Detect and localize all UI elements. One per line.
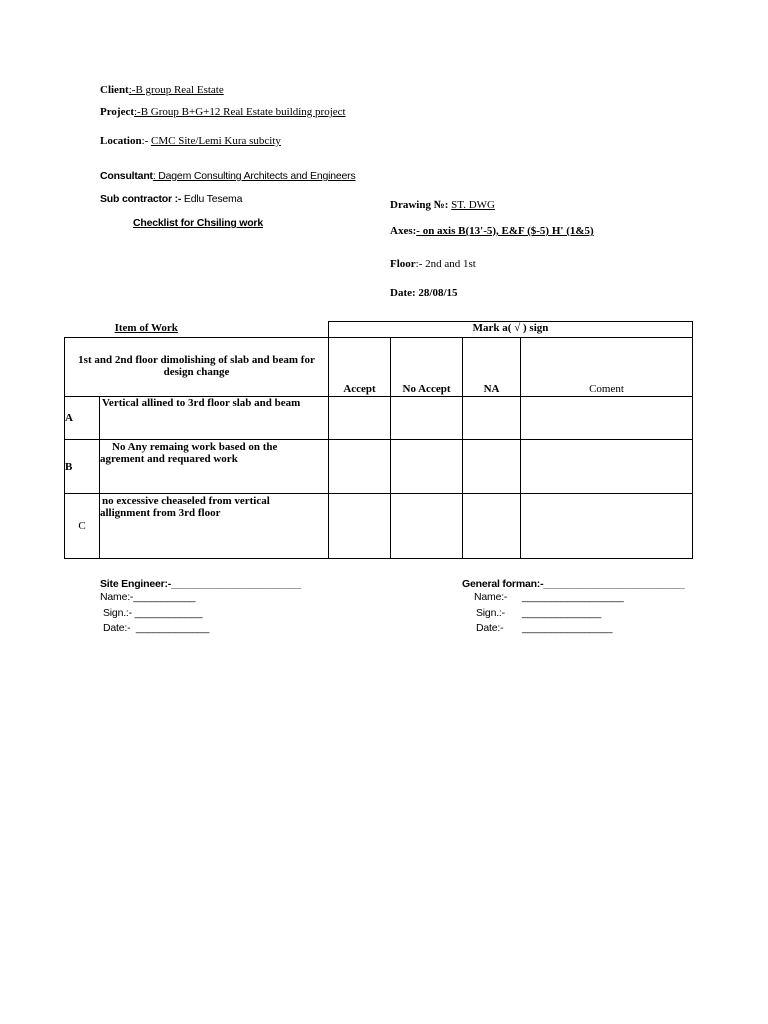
axes-label: Axes: (390, 225, 417, 237)
site-date-label: Date:- (103, 622, 131, 634)
row-a-no-accept-cell[interactable] (391, 397, 463, 440)
row-b-na-cell[interactable] (463, 440, 521, 494)
drawing-value: ST. DWG (451, 199, 495, 211)
client-line (100, 84, 224, 96)
subcontractor-line (100, 189, 242, 207)
row-text-c-line1: no excessive cheaseled from vertical (102, 495, 270, 507)
location-label: Location (100, 135, 142, 147)
row-letter-b: B (65, 440, 100, 494)
location-sep: :- (141, 135, 152, 147)
row-b-accept-cell[interactable] (329, 440, 391, 494)
row-text-a-line1: Vertical allined to 3rd floor slab and beam (102, 397, 301, 409)
floor-value: :- 2nd and 1st (415, 258, 476, 270)
client-label: Client (100, 84, 129, 96)
col-no-accept: No Accept (391, 338, 463, 397)
floor-line (390, 258, 476, 270)
table-row (65, 494, 693, 559)
site-engineer-line (100, 574, 301, 592)
col-accept: Accept (329, 338, 391, 397)
site-sign-line (103, 607, 202, 619)
row-text-b-line2: agrement and requared work (100, 453, 238, 465)
row-c-comment-cell[interactable] (521, 494, 693, 559)
site-name-line (100, 591, 195, 603)
row-letter-c: C (65, 494, 100, 559)
col-na: NA (463, 338, 521, 397)
gf-name-line (474, 591, 507, 603)
subcontractor-label: Sub contractor :- (100, 193, 184, 205)
gf-date-label: Date:- (476, 622, 504, 634)
gf-name-label: Name:- (474, 591, 508, 603)
consultant-value: : Dagem Consulting Architects and Engineers (152, 170, 356, 182)
description-cell (65, 338, 329, 397)
site-date-line (103, 622, 209, 634)
floor-label: Floor (390, 258, 416, 270)
row-a-comment-cell[interactable] (521, 397, 693, 440)
gf-date-line (476, 622, 503, 634)
col-comment: Coment (521, 338, 693, 397)
row-a-na-cell[interactable] (463, 397, 521, 440)
site-engineer-label: Site Engineer:- (100, 578, 172, 590)
row-text-c (100, 494, 329, 559)
table-subheader-row (65, 338, 693, 397)
site-sign-label: Sign.:- (103, 607, 132, 619)
project-value: :-B Group B+G+12 Real Estate building project (134, 106, 346, 118)
general-forman-label: General forman:- (462, 578, 544, 590)
drawing-line (390, 199, 495, 211)
item-of-work-cell (65, 322, 329, 338)
project-line (100, 106, 346, 118)
site-engineer-underline: _______________________ (171, 578, 301, 590)
table-row (65, 397, 693, 440)
gf-sign-label: Sign.:- (476, 607, 505, 619)
client-value: :-B group Real Estate (128, 84, 224, 96)
item-of-work-header: Item of Work (114, 321, 178, 334)
description-line1: 1st and 2nd floor dimolishing of slab and beam for (78, 354, 315, 366)
row-letter-a: A (65, 397, 100, 440)
gf-sign-underline: ______________ (522, 607, 601, 619)
site-name-underline: ___________ (133, 591, 196, 603)
site-sign-underline: ____________ (134, 607, 203, 619)
row-b-no-accept-cell[interactable] (391, 440, 463, 494)
location-value: CMC Site/Lemi Kura subcity (151, 135, 281, 147)
subcontractor-value: Edlu Tesema (183, 193, 243, 205)
row-text-a (100, 397, 329, 440)
checklist-table (64, 321, 693, 559)
row-a-accept-cell[interactable] (329, 397, 391, 440)
row-text-b-line1: No Any remaing work based on the (112, 441, 278, 453)
drawing-label: Drawing №: (390, 199, 452, 211)
row-c-no-accept-cell[interactable] (391, 494, 463, 559)
date-line: Date: 28/08/15 (390, 287, 458, 299)
gf-sign-line (476, 607, 505, 619)
row-c-accept-cell[interactable] (329, 494, 391, 559)
consultant-line (100, 166, 356, 184)
general-forman-line (462, 574, 684, 592)
row-c-na-cell[interactable] (463, 494, 521, 559)
table-row (65, 440, 693, 494)
gf-name-underline: __________________ (522, 591, 624, 603)
row-text-c-line2: allignment from 3rd floor (100, 507, 221, 519)
checklist-title: Checklist for Chsiling work (133, 217, 263, 229)
description-line2: design change (163, 366, 230, 378)
table-header-row (65, 322, 693, 338)
project-label: Project (100, 106, 134, 118)
site-name-label: Name:- (100, 591, 134, 603)
row-b-comment-cell[interactable] (521, 440, 693, 494)
row-text-b (100, 440, 329, 494)
mark-header: Mark a( √ ) sign (329, 322, 693, 338)
axes-line (390, 225, 594, 237)
location-line (100, 135, 281, 147)
general-forman-underline: _________________________ (543, 578, 685, 590)
axes-value: - on axis B(13'-5), E&F ($-5) H' (1&5) (416, 225, 594, 237)
gf-date-underline: ________________ (522, 622, 613, 634)
consultant-label: Consultant (100, 170, 153, 182)
site-date-underline: _____________ (135, 622, 210, 634)
